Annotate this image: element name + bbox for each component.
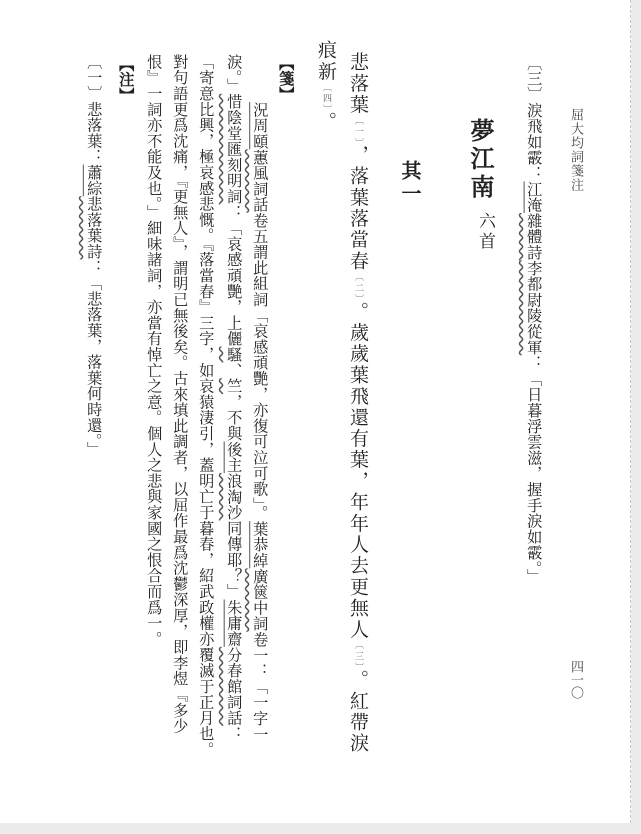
page-number-text: 四一〇 — [568, 660, 583, 699]
jian-c1-e: 廣篋中詞 — [251, 568, 270, 632]
zhu-label-text: 【注】 — [117, 56, 136, 104]
jian-c2-l: 分春館詞話 — [225, 646, 244, 726]
page-subtitle — [476, 212, 493, 252]
note-1-lead: 悲落葉： — [85, 101, 104, 165]
running-header-text: 屈大均詞箋注 — [568, 108, 583, 192]
jian-label — [277, 55, 296, 103]
note-3-number: 〔三〕 — [525, 55, 544, 103]
jian-c2-i: 浪淘沙 — [225, 473, 244, 521]
jian-c2-g: ，不與 — [225, 394, 244, 442]
poem-l1-b: ，落葉落當春 — [347, 144, 369, 272]
poem-l2-a: 痕新 — [315, 40, 337, 83]
poem-line-2 — [316, 40, 335, 133]
poem-l1-d: 。紅帶淚 — [347, 669, 369, 755]
poem-note-ref-3: 〔三〕 — [353, 640, 363, 670]
jian-c2-k: 朱庸齋 — [225, 599, 244, 647]
page-number — [569, 660, 582, 699]
jian-column-1 — [251, 102, 270, 743]
jian-c1-b: 蕙風詞話 — [251, 149, 270, 213]
note-1-column — [85, 54, 104, 458]
jian-c1-f: 卷一：「一字一 — [251, 631, 270, 743]
poem-l1-a: 悲落葉 — [347, 52, 369, 116]
note-3-column — [525, 55, 544, 585]
jian-c2-b: 惜陰堂匯刻明詞 — [225, 93, 244, 205]
poem-line-1 — [348, 52, 367, 754]
poem-note-ref-4: 〔四〕 — [321, 82, 331, 112]
jian-c5-text: 恨』一詞亦不能及也。」細味諸詞，亦當有悼亡之意。個人之悲與家國之恨合而爲一。 — [145, 54, 164, 647]
jian-c1-d: 葉恭綽 — [251, 521, 270, 569]
poem-l1-c: 。歲歲葉飛還有葉，年年人去更無人 — [347, 301, 369, 641]
running-header — [569, 108, 582, 192]
jian-c2-m: ： — [225, 725, 244, 742]
note-1-work: 悲落葉詩 — [85, 196, 104, 260]
zhu-label — [117, 56, 136, 104]
note-3-quote: ：「日暮浮雲滋，握手淚如霰。」 — [525, 355, 544, 585]
jian-column-4 — [171, 54, 190, 734]
jian-c3-text: 「寄意比興，極哀感悲慨。『落當春』三字，如哀猿淒引，蓋明亡于暮春，紹武政權亦覆滅于正月也。 — [197, 54, 216, 758]
jian-c2-e: 、 — [225, 362, 244, 379]
poem-l2-b: 。 — [315, 111, 337, 133]
poem-note-ref-2: 〔二〕 — [353, 271, 363, 302]
page-title — [466, 118, 495, 202]
poem-note-ref-1: 〔一〕 — [353, 115, 363, 145]
title-text: 夢江南 — [466, 118, 495, 202]
jian-c4-text: 對句語更爲沈痛，『更無人』，謂明已無後矣。古來填此調者，以屈作最爲沈鬱深厚，即李煜『多少 — [171, 54, 190, 734]
jian-label-text: 【箋】 — [277, 55, 296, 103]
note-3-poem: 李都尉陵從軍 — [525, 260, 544, 356]
note-1-quote: ：「悲落葉，落葉何時還。」 — [85, 259, 104, 458]
jian-column-5 — [145, 54, 164, 647]
note-3-author: 江淹 — [525, 181, 544, 214]
jian-column-3 — [197, 54, 216, 758]
jian-c2-d: 騷 — [225, 346, 244, 363]
section-heading — [400, 160, 420, 206]
jian-c1-a: 況周頤 — [251, 102, 270, 150]
note-1-author: 蕭綜 — [85, 164, 104, 197]
section-heading-text: 其一 — [398, 160, 422, 206]
note-1-number: 〔一〕 — [85, 54, 104, 102]
jian-c2-c: ：「哀感頑艷，上儷 — [225, 204, 244, 347]
note-3-lead: 淚飛如霰： — [525, 102, 544, 182]
note-3-work: 雜體詩 — [525, 213, 544, 261]
jian-c2-h: 後主 — [225, 441, 244, 474]
jian-c2-f: 竺 — [225, 378, 244, 395]
jian-column-2 — [225, 54, 244, 742]
jian-c1-c: 卷五謂此組詞「哀感頑艷，亦復可泣可歌」。 — [251, 212, 270, 522]
subtitle-text: 六首 — [475, 212, 495, 252]
jian-c2-j: 同傳耶？」 — [225, 520, 244, 600]
jian-c2-a: 淚。」 — [225, 54, 244, 94]
